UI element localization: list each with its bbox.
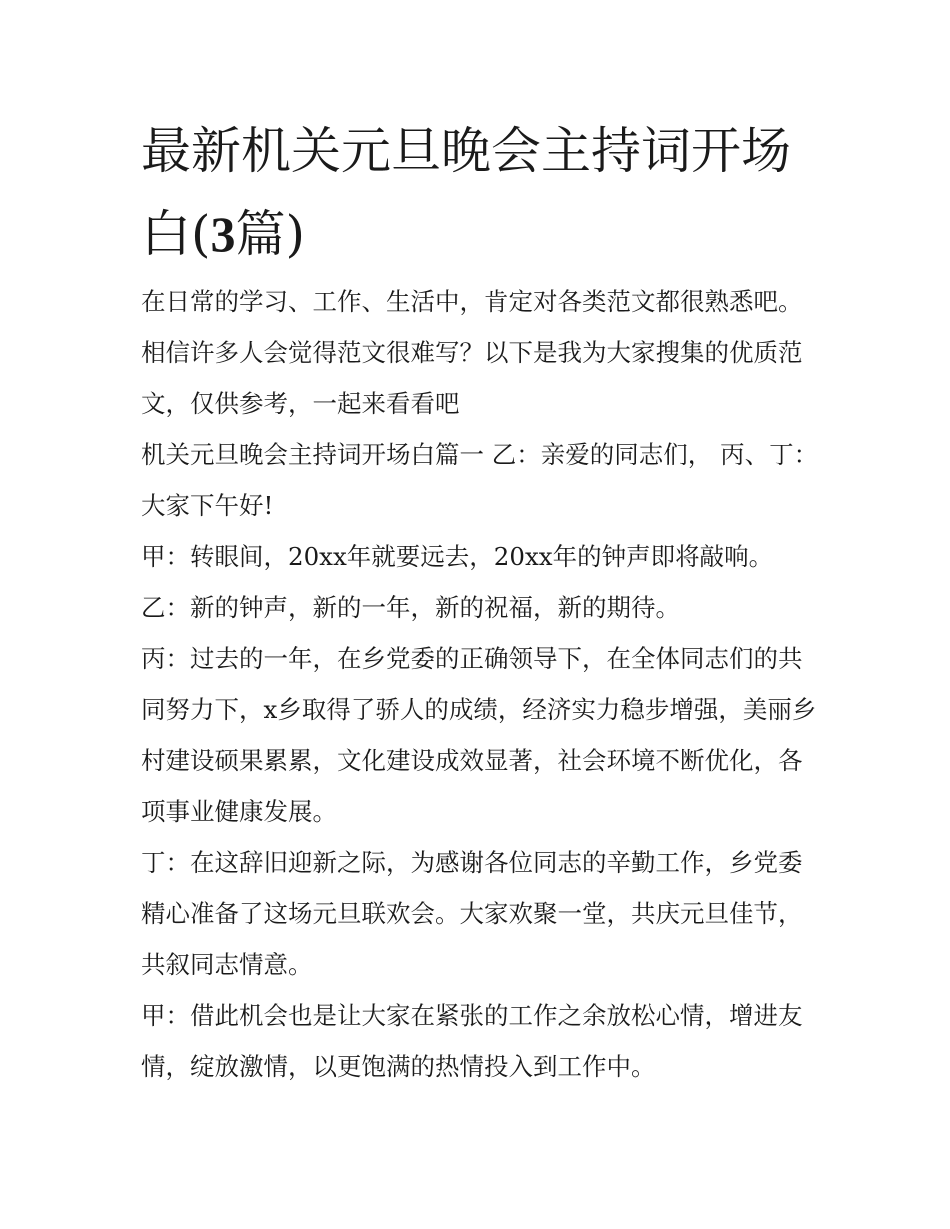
paragraph-intro: 在日常的学习、工作、生活中，肯定对各类范文都很熟悉吧。相信许多人会觉得范文很难写？以下是我为大家搜集的优质范文，仅供参考，一起来看看吧: [141, 287, 803, 418]
document-body: [141, 276, 821, 1092]
paragraph-jia-2: 甲：借此机会也是让大家在紧张的工作之余放松心情，增进友情，绽放激情，以更饱满的热情投入到工作中。: [141, 1001, 803, 1081]
title-number: 3: [210, 206, 236, 262]
paragraph-yi-1: 乙：新的钟声，新的一年，新的祝福，新的期待。: [141, 593, 680, 622]
paragraph-jia-1: 甲：转眼间，20xx年就要远去，20xx年的钟声即将敲响。: [141, 542, 774, 571]
paragraph-opening: 机关元旦晚会主持词开场白篇一 乙：亲爱的同志们， 丙、丁：大家下午好!: [141, 440, 819, 520]
paragraph-bing-1: 丙：过去的一年，在乡党委的正确领导下，在全体同志们的共同努力下，x乡取得了骄人的成绩，经济实力稳步增强，美丽乡村建设硕果累累，文化建设成效显著，社会环境不断优化，各项事业健康发展。: [141, 644, 817, 826]
title-text-part1: 最新机关元旦晚会主持词开场白(: [141, 122, 791, 263]
document-title: [141, 110, 821, 276]
paragraph-ding-1: 丁：在这辞旧迎新之际，为感谢各位同志的辛勤工作，乡党委精心准备了这场元旦联欢会。大家欢聚一堂，共庆元旦佳节，共叙同志情意。: [141, 848, 803, 979]
title-text-part2: 篇): [235, 205, 306, 263]
